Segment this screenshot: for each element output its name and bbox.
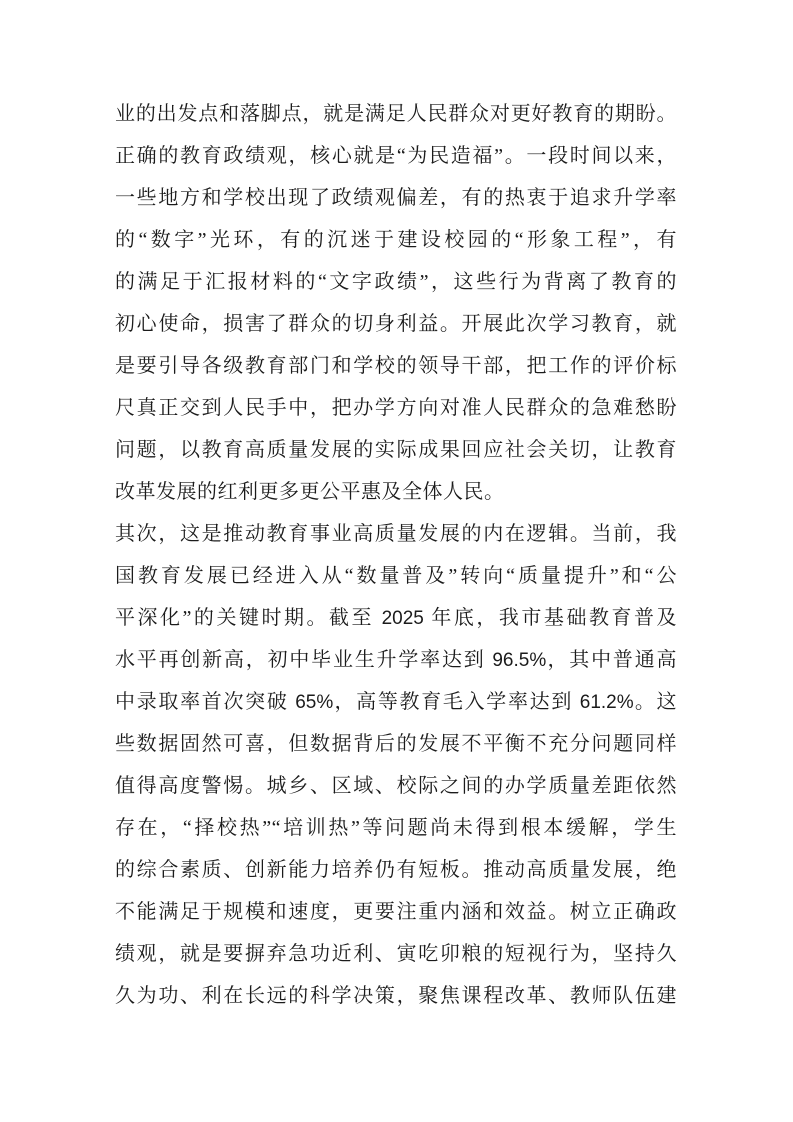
text-line: 尺真正交到人民手中，把办学方向对准人民群众的急难愁盼 (115, 397, 677, 419)
document-body-text (115, 93, 677, 1017)
text-line: 的“数字”光环，有的沉迷于建设校园的“形象工程”，有 (115, 229, 677, 251)
text-line: 绩观，就是要摒弃急功近利、寅吃卯粮的短视行为，坚持久 (115, 943, 677, 965)
text-line: 中录取率首次突破 65%，高等教育毛入学率达到 61.2%。这 (115, 691, 677, 713)
paragraph-1 (115, 93, 677, 513)
text-line: 业的出发点和落脚点，就是满足人民群众对更好教育的期盼。 (115, 103, 677, 125)
paragraph-2 (115, 513, 677, 1017)
text-line: 的满足于汇报材料的“文字政绩”，这些行为背离了教育的 (115, 271, 677, 293)
text-line: 一些地方和学校出现了政绩观偏差，有的热衷于追求升学率 (115, 187, 677, 209)
text-line: 不能满足于规模和速度，更要注重内涵和效益。树立正确政 (115, 901, 677, 923)
text-line: 久为功、利在长远的科学决策，聚焦课程改革、教师队伍建 (115, 985, 677, 1007)
text-line: 是要引导各级教育部门和学校的领导干部，把工作的评价标 (115, 355, 677, 377)
text-line: 些数据固然可喜，但数据背后的发展不平衡不充分问题同样 (115, 733, 677, 755)
text-line: 问题，以教育高质量发展的实际成果回应社会关切，让教育 (115, 439, 677, 461)
text-line-paragraph-end: 改革发展的红利更多更公平惠及全体人民。 (115, 481, 505, 503)
text-line: 其次，这是推动教育事业高质量发展的内在逻辑。当前，我 (115, 523, 677, 545)
text-line: 存在，“择校热”“培训热”等问题尚未得到根本缓解，学生 (115, 817, 677, 839)
text-line: 水平再创新高，初中毕业生升学率达到 96.5%，其中普通高 (115, 649, 677, 671)
text-line: 平深化”的关键时期。截至 2025 年底，我市基础教育普及 (115, 607, 677, 629)
text-line: 的综合素质、创新能力培养仍有短板。推动高质量发展，绝 (115, 859, 677, 881)
text-line: 正确的教育政绩观，核心就是“为民造福”。一段时间以来， (115, 145, 677, 167)
text-line: 国教育发展已经进入从“数量普及”转向“质量提升”和“公 (115, 565, 677, 587)
text-line: 值得高度警惕。城乡、区域、校际之间的办学质量差距依然 (115, 775, 677, 797)
text-line: 初心使命，损害了群众的切身利益。开展此次学习教育，就 (115, 313, 677, 335)
